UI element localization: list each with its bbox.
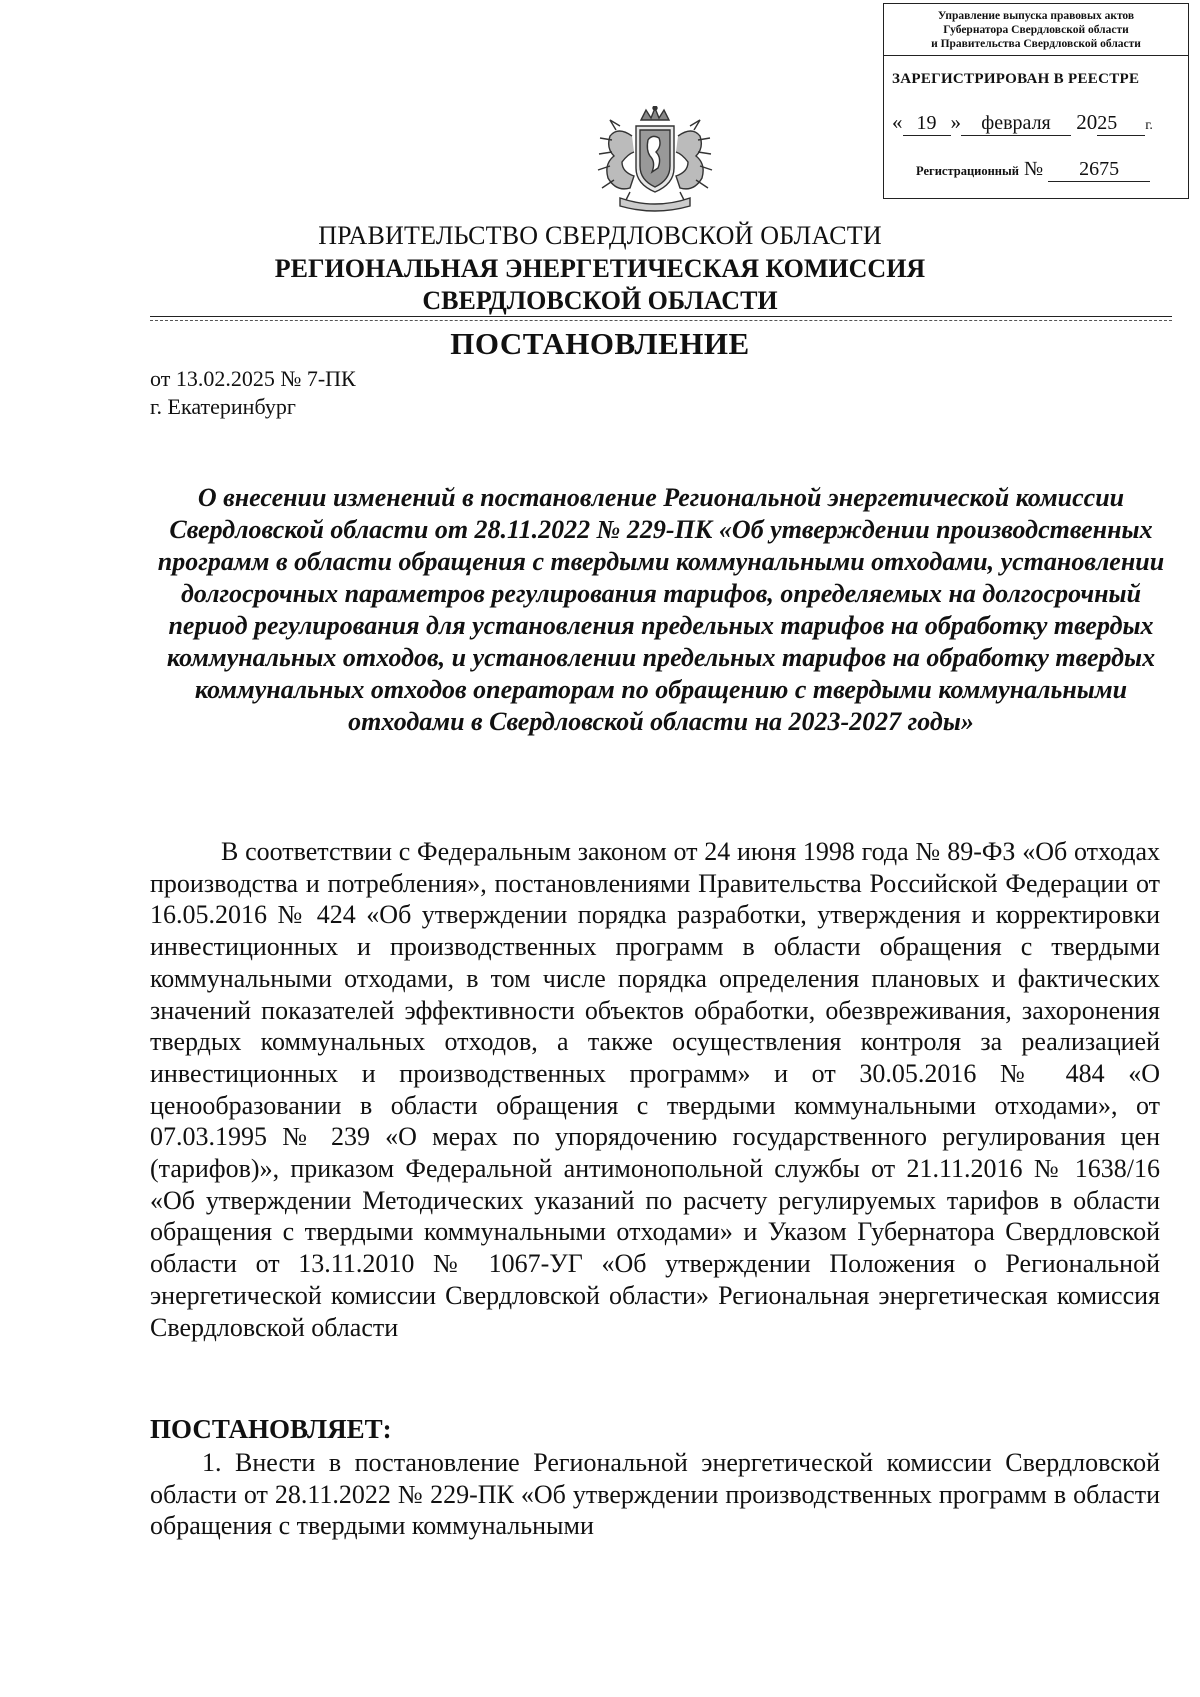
stamp-number-row: [916, 158, 1150, 182]
government-name: ПРАВИТЕЛЬСТВО СВЕРДЛОВСКОЙ ОБЛАСТИ: [318, 221, 882, 250]
stamp-date: « 19 » февраля 2025 г.: [892, 110, 1153, 134]
stamp-day: 19: [903, 112, 951, 136]
stamp-reg-label: Регистрационный: [916, 164, 1019, 178]
stamp-header-line: Губернатора Свердловской области: [943, 24, 1129, 36]
stamp-year-unit: г.: [1145, 118, 1153, 133]
stamp-header: [884, 4, 1188, 56]
commission-name-line2: СВЕРДЛОВСКОЙ ОБЛАСТИ: [422, 286, 778, 315]
header-divider: [150, 316, 1172, 317]
document-city: г. Екатеринбург: [150, 394, 296, 419]
commission-name-line1: РЕГИОНАЛЬНАЯ ЭНЕРГЕТИЧЕСКАЯ КОМИССИЯ: [274, 254, 926, 283]
point-1-paragraph: 1. Внести в постановление Региональной энергетической комиссии Свердловской области от 28.11.2022 № 229-ПК «Об утверждении производственных программ в области обращения с твердыми коммунальными: [150, 1448, 1160, 1541]
stamp-reg-number: 2675: [1048, 158, 1150, 182]
stamp-number-sign: №: [1023, 158, 1044, 180]
stamp-header-line: и Правительства Свердловской области: [931, 38, 1141, 50]
preamble-paragraph: В соответствии с Федеральным законом от 24 июня 1998 года № 89-ФЗ «Об отходах производства и потребления», постановлениями Правительства Российской Федерации от 16.05.2016 № 424 «Об утверждении порядка разработки, утверждения и корректировки инвестиционных и производственных программ в области обращения с твердыми коммунальными отходами, в том числе порядка определения плановых и фактических значений показателей эффективности объектов обработки, обезвреживания, захоронения твердых коммунальных отходов, а также осуществления контроля за реализацией инвестиционных и производственных программ» и от 30.05.2016 № 484 «О ценообразовании в области обращения с твердыми коммунальными отходами», от 07.03.1995 № 239 «О мерах по упорядочению государственного регулирования цен (тарифов)», приказом Федеральной антимонопольной службы от 21.11.2016 № 1638/16 «Об утверждении Методических указаний по расчету регулируемых тарифов в области обращения с твердыми коммунальными отходами» и Указом Губернатора Свердловской области от 13.11.2010 № 1067-УГ «Об утверждении Положения о Региональной энергетической комиссии Свердловской области» Региональная энергетическая комиссия Свердловской области: [150, 837, 1160, 1342]
stamp-year-suffix: 25: [1097, 112, 1145, 136]
document-date-number: от 13.02.2025 № 7-ПК: [150, 366, 356, 391]
stamp-header-line: Управление выпуска правовых актов: [937, 10, 1135, 22]
registration-stamp: [883, 3, 1189, 199]
coat-of-arms-emblem: [596, 106, 714, 218]
stamp-year-prefix: 20: [1076, 110, 1098, 134]
header-divider-dashed: [150, 320, 1172, 321]
stamp-registered-label: ЗАРЕГИСТРИРОВАН В РЕЕСТРЕ: [892, 71, 1140, 87]
document-title: О внесении изменений в постановление Региональной энергетической комиссии Свердловской области от 28.11.2022 № 229-ПК «Об утверждении производственных программ в области обращения с твердыми коммунальными отходами, установлении долгосрочных параметров регулирования тарифов, определяемых на долгосрочный период регулирования для установления предельных тарифов на обработку твердых коммунальных отходов, и установлении предельных тарифов на обработку твердых коммунальных отходов операторам по обращению с твердыми коммунальными отходами в Свердловской области на 2023-2027 годы»: [157, 483, 1165, 736]
document-type: ПОСТАНОВЛЕНИЕ: [450, 326, 750, 361]
stamp-month: февраля: [961, 112, 1071, 136]
resolves-heading: ПОСТАНОВЛЯЕТ:: [150, 1414, 392, 1444]
